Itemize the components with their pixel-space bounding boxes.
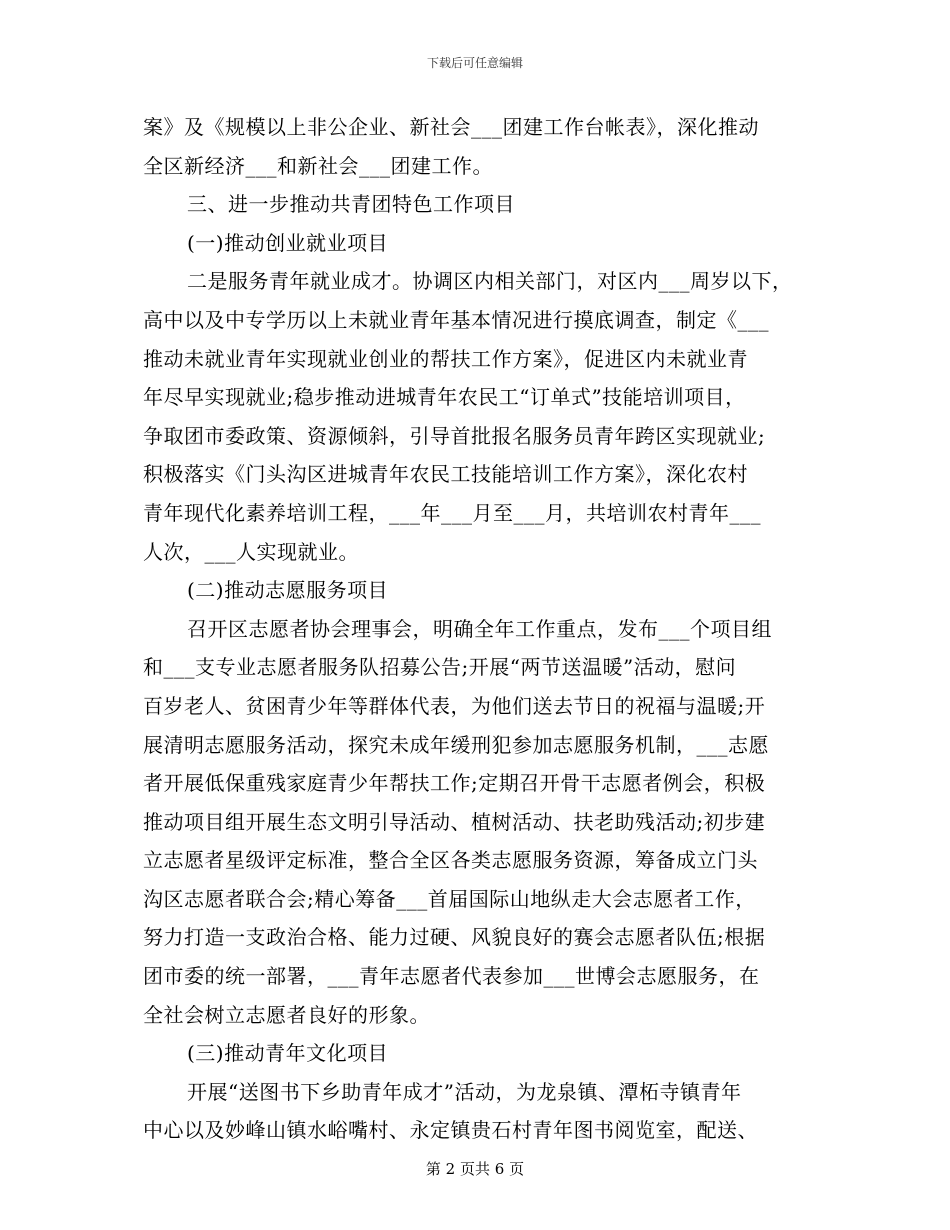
text-line: 召开区志愿者协会理事会，明确全年工作重点，发布___个项目组	[187, 616, 772, 641]
text-line: 案》及《规模以上非公企业、新社会___团建工作台帐表》，深化推动	[143, 115, 759, 139]
text-line: 高中以及中专学历以上未就业青年基本情况进行摸底调查，制定《___	[143, 307, 769, 332]
text-line: 立志愿者星级评定标准，整合全区各类志愿服务资源，筹备成立门头	[143, 848, 758, 873]
text-line: 全社会树立志愿者良好的形象。	[143, 1002, 430, 1027]
text-line: 者开展低保重残家庭青少年帮扶工作;定期召开骨干志愿者例会，积极	[143, 771, 766, 796]
text-line: (二)推动志愿服务项目	[187, 578, 389, 603]
text-line: 三、进一步推动共青团特色工作项目	[187, 192, 515, 217]
page-header: 下载后可任意编辑	[426, 56, 523, 70]
text-line: 和___支专业志愿者服务队招募公告;开展“两节送温暖”活动，慰问	[143, 655, 737, 680]
text-line: 开展“送图书下乡助青年成才”活动，为龙泉镇、潭柘寺镇青年	[187, 1079, 742, 1104]
text-line: (三)推动青年文化项目	[187, 1041, 389, 1066]
page-footer: 第 2 页共 6 页	[425, 1160, 525, 1178]
text-line: 推动未就业青年实现就业创业的帮扶工作方案》，促进区内未就业青	[143, 346, 748, 371]
text-line: 年尽早实现就业;稳步推动进城青年农民工“订单式”技能培训项目，	[143, 385, 746, 410]
text-line: 积极落实《门头沟区进城青年农民工技能培训工作方案》，深化农村	[143, 462, 748, 487]
text-line: 推动项目组开展生态文明引导活动、植树活动、扶老助残活动;初步建	[143, 809, 766, 834]
text-line: 二是服务青年就业成才。协调区内相关部门，对区内___周岁以下，	[187, 269, 793, 294]
text-line: 展清明志愿服务活动，探究未成年缓刑犯参加志愿服务机制，___志愿	[143, 732, 769, 757]
text-line: 全区新经济___和新社会___团建工作。	[143, 153, 493, 178]
text-line: 争取团市委政策、资源倾斜，引导首批报名服务员青年跨区实现就业;	[143, 423, 766, 448]
document-body	[143, 108, 823, 1150]
text-line: 努力打造一支政治合格、能力过硬、风貌良好的赛会志愿者队伍;根据	[143, 925, 766, 950]
text-line: 中心以及妙峰山镇水峪嘴村、永定镇贵石村青年图书阅览室，配送、	[143, 1118, 758, 1143]
text-line: 百岁老人、贫困青少年等群体代表，为他们送去节日的祝福与温暖;开	[143, 693, 766, 718]
text-line: (一)推动创业就业项目	[187, 230, 389, 255]
text-line: 青年现代化素养培训工程，___年___月至___月，共培训农村青年___	[143, 500, 761, 525]
text-line: 沟区志愿者联合会;精心筹备___首届国际山地纵走大会志愿者工作，	[143, 886, 756, 911]
text-line: 团市委的统一部署，___青年志愿者代表参加___世博会志愿服务，在	[143, 964, 760, 989]
text-line: 人次，___人实现就业。	[143, 539, 359, 564]
